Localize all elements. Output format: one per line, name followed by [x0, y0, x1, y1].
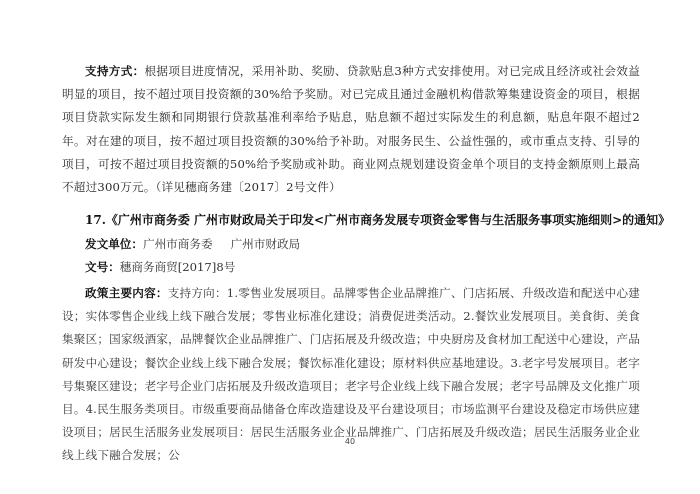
policy-content-text: 支持方向：1.零售业发展项目。品牌零售企业品牌推广、门店拓展、升级改造和配送中心建设；实体零售企业线上线下融合发展；零售业标准化建设；消费促进类活动。2.餐饮业发展项目。美食街、美食集聚区；国家级酒家，品牌餐饮企业品牌推广、门店拓展及升级改造；中央厨房及食材加工配送中心建设，产品研发中心建设；餐饮企业线上线下融合发展；餐饮标准化建设；原材料供应基地建设。3.老字号发展项目。老字号集聚区建设；老字号企业门店拓展及升级改造项目；老字号企业线上线下融合发展；老字号品牌及文化推广项目。4.民生服务类项目。市级重要商品储备仓库改造建设及平台建设项目；市场监测平台建设及稳定市场供应建设项目；居民生活服务业发展项目：居民生活服务业企业品牌推广、门店拓展及升级改造；居民生活服务业企业线上线下融合发展；公: [62, 286, 641, 463]
support-method-text: 根据项目进度情况，采用补助、奖励、贷款贴息3种方式安排使用。对已完成且经济或社会效益明显的项目，按不超过项目投资额的30%给予奖励。对已完成且通过金融机构借款筹集建设资金的项目，根据项目贷款实际发生额和同期银行贷款基准利率给予贴息，贴息额不超过实际发生的利息额，贴息年限不超过2年。对在建的项目，按不超过项目投资额的30%给予补助。对服务民生、公益性强的，或市重点支持、引导的项目，可按不超过项目投资额的50%给予奖励或补助。商业网点规划建设资金单个项目的支持金额原则上最高不超过300万元。（详见穗商务建〔2017〕2号文件）: [62, 64, 640, 195]
issuer-line: [85, 233, 300, 256]
issuer-name: 广州市财政局: [230, 237, 301, 251]
document-number-line: [85, 256, 235, 279]
issuer-label: 发文单位：: [85, 237, 143, 251]
support-method-paragraph: [62, 60, 640, 199]
policy-content-label: 政策主要内容：: [85, 286, 168, 300]
issuer-name: 广州市商务委: [142, 237, 213, 251]
support-method-label: 支持方式：: [85, 64, 145, 78]
document-number-label: 文号：: [85, 260, 120, 274]
page-number: 40: [344, 437, 356, 446]
document-item-title: 17.《广州市商务委 广州市财政局关于印发<广州市商务发展专项资金零售与生活服务事项实施细则>的通知》: [85, 213, 671, 227]
document-number: 穗商务商贸[2017]8号: [119, 260, 236, 274]
